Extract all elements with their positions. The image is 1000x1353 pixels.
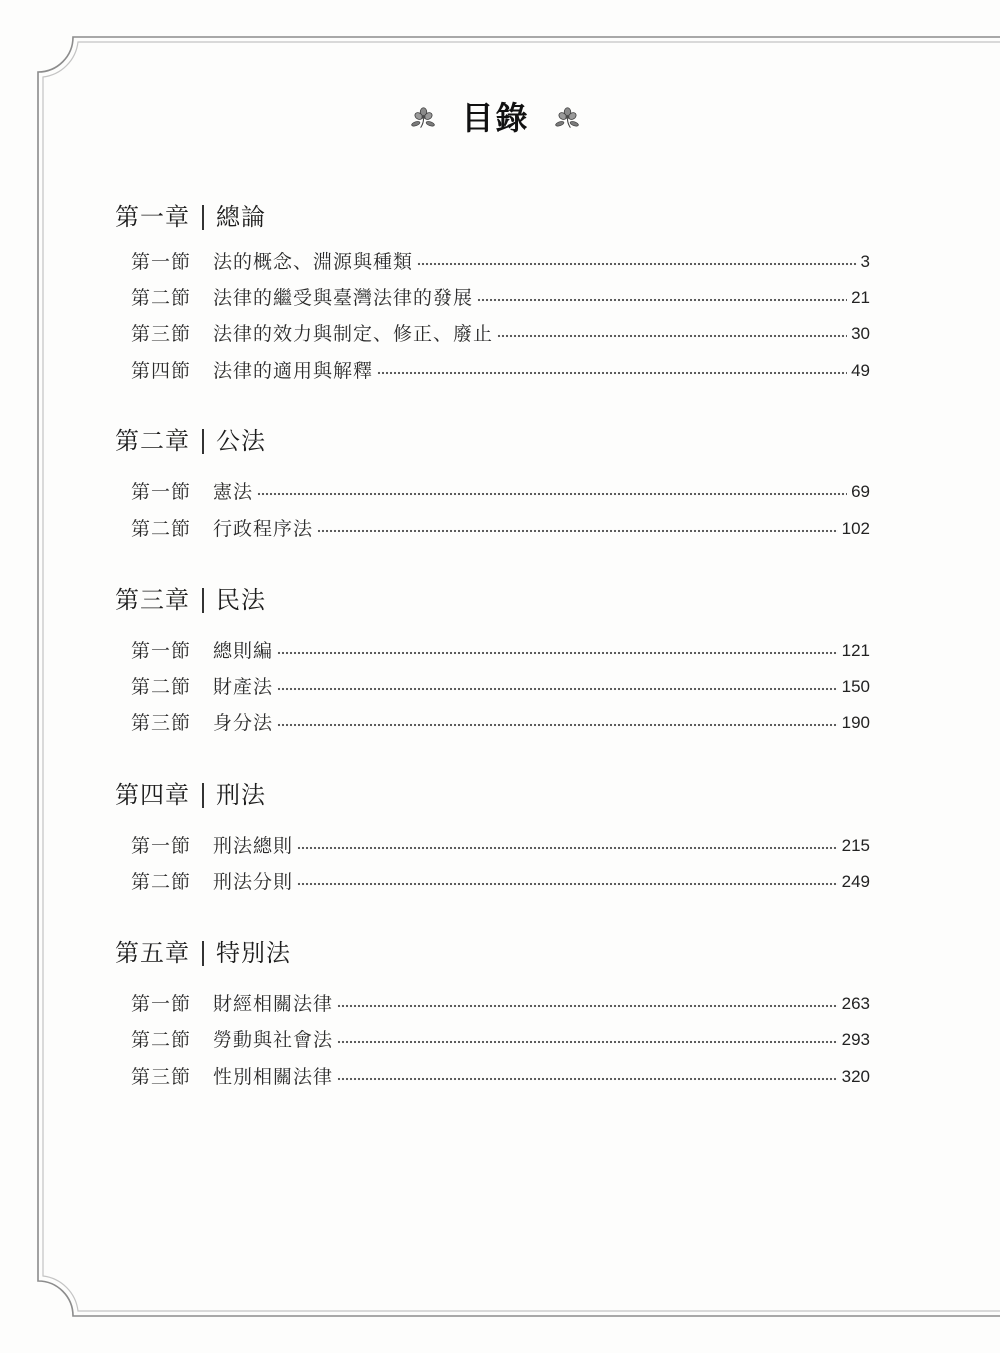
section-title: 刑法分則 <box>213 871 294 893</box>
page-number: 263 <box>841 994 870 1013</box>
page-number: 49 <box>851 361 870 380</box>
chapter-divider <box>202 941 204 966</box>
dot-leader <box>337 1040 838 1044</box>
page-number: 3 <box>860 252 870 271</box>
toc-entry <box>131 283 870 313</box>
section-title: 法律的效力與制定、修正、廢止 <box>213 323 494 345</box>
section-label: 第二節 <box>131 287 192 309</box>
chapter-name: 總論 <box>216 203 266 231</box>
chapter-heading <box>115 584 266 616</box>
page-number: 21 <box>851 288 870 307</box>
section-title: 行政程序法 <box>213 518 314 540</box>
section-label: 第二節 <box>131 871 192 893</box>
page-number: 150 <box>841 677 870 696</box>
toc-entry <box>131 1062 870 1092</box>
chapter-name: 特別法 <box>216 939 291 967</box>
toc-entry <box>131 636 870 666</box>
chapter-label: 第三章 <box>115 586 190 614</box>
chapter-label: 第一章 <box>115 203 190 231</box>
chapter-label: 第二章 <box>115 427 190 455</box>
dot-leader <box>297 882 838 886</box>
flower-ornament-icon <box>554 106 581 130</box>
section-label: 第二節 <box>131 1029 192 1051</box>
chapter-heading <box>115 425 266 457</box>
chapter-name: 公法 <box>216 427 266 455</box>
chapter-heading <box>115 937 291 969</box>
section-label: 第一節 <box>131 835 192 857</box>
section-title: 憲法 <box>213 481 254 503</box>
section-label: 第三節 <box>131 323 192 345</box>
page-number: 320 <box>841 1067 870 1086</box>
section-title: 財產法 <box>213 676 274 698</box>
chapter-label: 第四章 <box>115 781 190 809</box>
dot-leader <box>257 492 847 496</box>
section-label: 第一節 <box>131 993 192 1015</box>
page-number: 215 <box>841 836 870 855</box>
section-label: 第一節 <box>131 481 192 503</box>
section-title: 勞動與社會法 <box>213 1029 334 1051</box>
section-title: 性別相關法律 <box>213 1066 334 1088</box>
dot-leader <box>277 651 838 655</box>
chapter-label: 第五章 <box>115 939 190 967</box>
chapter-divider <box>202 783 204 808</box>
section-title: 總則編 <box>213 640 274 662</box>
toc-entry <box>131 477 870 507</box>
dot-leader <box>337 1004 838 1008</box>
dot-leader <box>317 529 838 533</box>
section-title: 刑法總則 <box>213 835 294 857</box>
dot-leader <box>277 723 838 727</box>
toc-entry <box>131 708 870 738</box>
dot-leader <box>377 371 847 375</box>
chapter-divider <box>202 429 204 454</box>
chapter-divider <box>202 205 204 230</box>
page-number: 102 <box>841 519 870 538</box>
section-label: 第三節 <box>131 1066 192 1088</box>
section-label: 第二節 <box>131 518 192 540</box>
toc-entry <box>131 989 870 1019</box>
toc-entry <box>131 1025 870 1055</box>
section-title: 身分法 <box>213 712 274 734</box>
section-label: 第一節 <box>131 251 192 273</box>
section-title: 法律的繼受與臺灣法律的發展 <box>213 287 474 309</box>
page-number: 190 <box>841 713 870 732</box>
page-title: 目錄 <box>461 99 530 137</box>
dot-leader <box>297 846 838 850</box>
section-label: 第二節 <box>131 676 192 698</box>
page-number: 69 <box>851 482 870 501</box>
chapter-heading <box>115 779 266 811</box>
page-number: 249 <box>841 872 870 891</box>
toc-entry <box>131 831 870 861</box>
dot-leader <box>497 334 847 338</box>
chapter-name: 刑法 <box>216 781 266 809</box>
chapter-divider <box>202 588 204 613</box>
page-number: 30 <box>851 324 870 343</box>
section-title: 財經相關法律 <box>213 993 334 1015</box>
section-title: 法的概念、淵源與種類 <box>213 251 414 273</box>
title-block <box>410 98 581 138</box>
dot-leader <box>337 1077 838 1081</box>
flower-ornament-icon <box>410 106 437 130</box>
toc-entry <box>131 672 870 702</box>
toc-entry <box>131 356 870 386</box>
chapter-heading <box>115 201 266 233</box>
dot-leader <box>417 262 857 266</box>
chapter-name: 民法 <box>216 586 266 614</box>
section-title: 法律的適用與解釋 <box>213 360 374 382</box>
section-label: 第四節 <box>131 360 192 382</box>
page-number: 121 <box>841 641 870 660</box>
toc-entry <box>131 319 870 349</box>
dot-leader <box>277 687 838 691</box>
toc-entry <box>131 247 870 277</box>
section-label: 第三節 <box>131 712 192 734</box>
toc-entry <box>131 514 870 544</box>
toc-entry <box>131 867 870 897</box>
page-number: 293 <box>841 1030 870 1049</box>
dot-leader <box>477 298 847 302</box>
section-label: 第一節 <box>131 640 192 662</box>
